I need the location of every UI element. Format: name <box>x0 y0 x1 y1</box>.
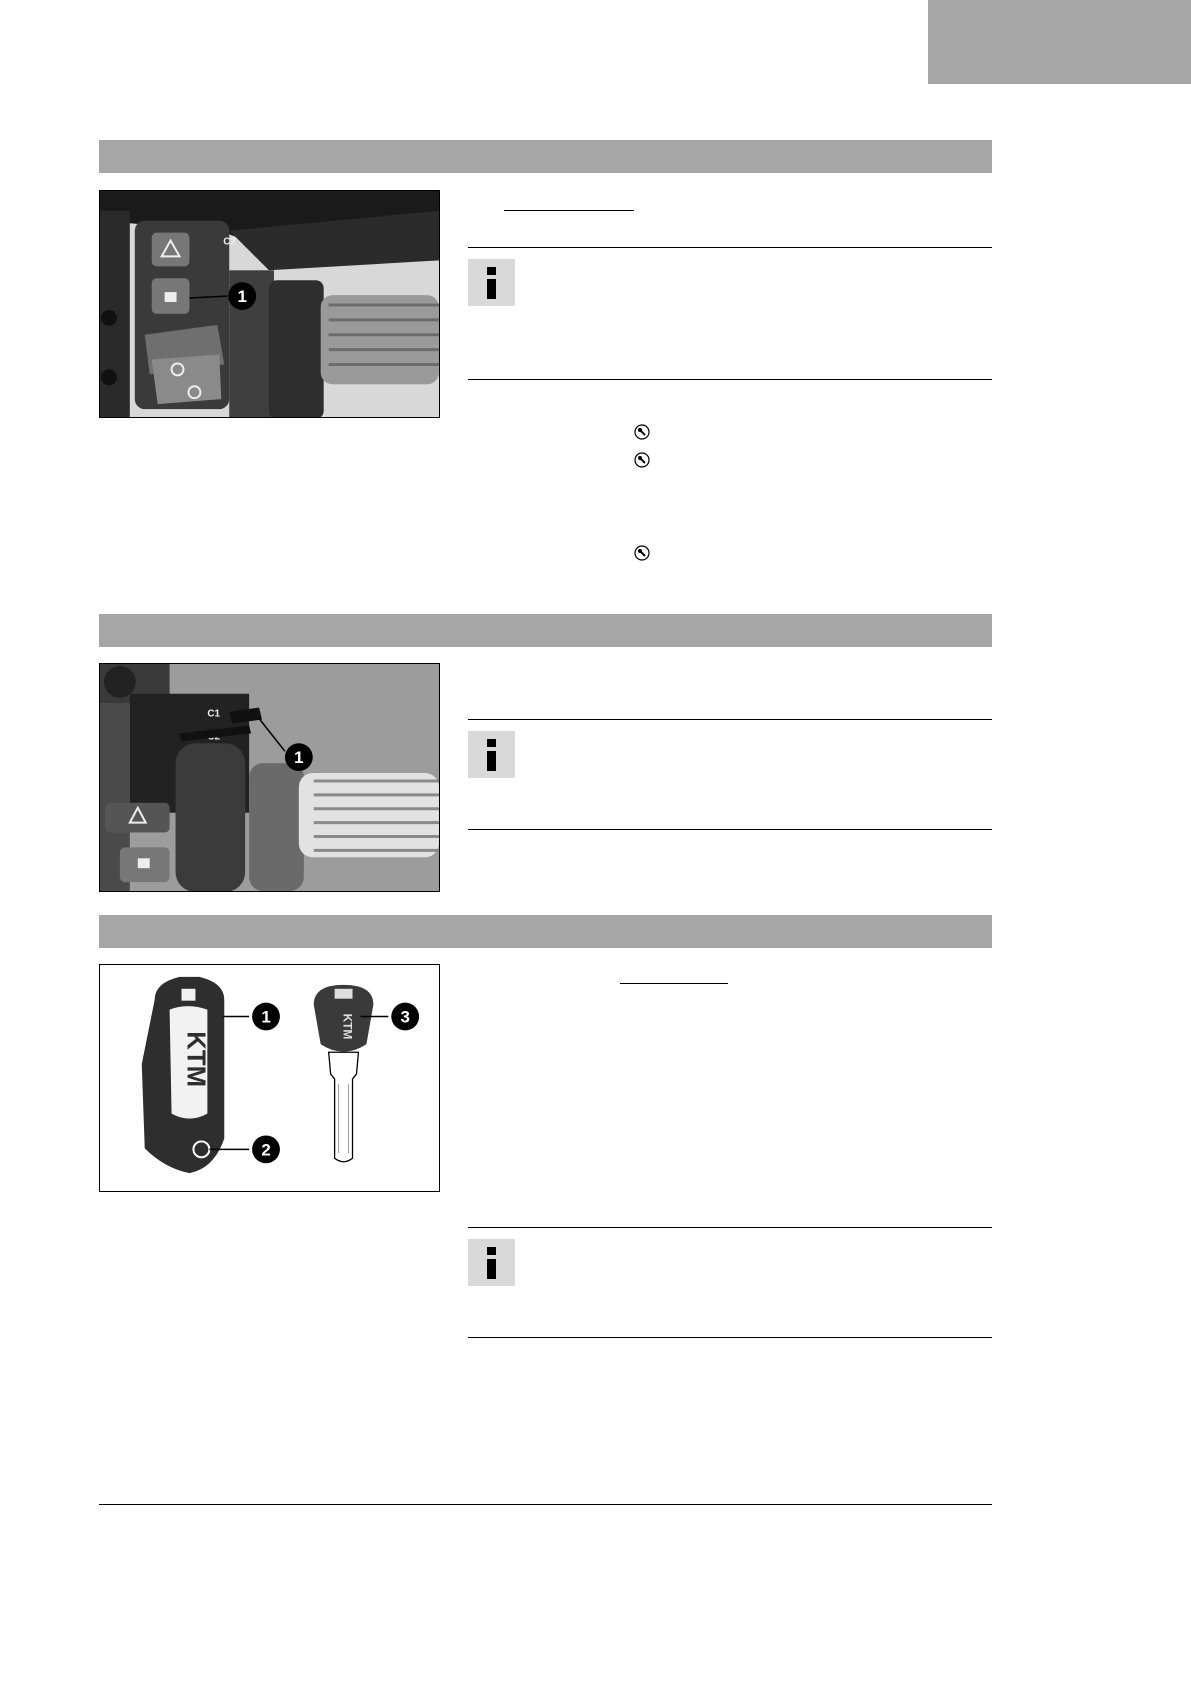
section-header-3 <box>99 915 992 948</box>
wrench-icon <box>634 424 650 440</box>
info-icon <box>468 731 515 778</box>
wrench-icon <box>634 545 650 561</box>
svg-text:KTM: KTM <box>340 1013 355 1040</box>
switch-label-c2: C2 <box>223 236 236 248</box>
note-bottom-rule-2 <box>468 829 992 830</box>
note-bottom-rule-1 <box>468 379 992 380</box>
footer-rule <box>99 1504 992 1505</box>
note-bottom-rule-3 <box>468 1337 992 1338</box>
photo-switch-illustration <box>100 191 439 417</box>
photo-lever-illustration <box>100 664 439 891</box>
info-icon <box>468 259 515 306</box>
photo-clutch-lever <box>99 663 440 892</box>
photo-switch-lock-button <box>99 190 440 418</box>
callout-3: 3 <box>400 1007 410 1027</box>
note-top-rule-1 <box>468 247 992 248</box>
lever-label-c1: C1 <box>207 708 221 720</box>
wrench-icon <box>634 452 650 468</box>
svg-text:KTM: KTM <box>181 1031 210 1088</box>
callout-1: 1 <box>261 1007 271 1027</box>
cross-reference-link[interactable] <box>504 210 634 211</box>
info-icon <box>468 1239 515 1286</box>
note-top-rule-3 <box>468 1227 992 1228</box>
note-top-rule-2 <box>468 719 992 720</box>
cross-reference-link[interactable] <box>620 983 728 984</box>
photo-keys-illustration <box>100 965 439 1191</box>
callout-1: 1 <box>294 748 304 768</box>
section-header-1 <box>99 140 992 173</box>
photo-keys <box>99 964 440 1192</box>
chapter-tab <box>928 0 1191 84</box>
callout-1: 1 <box>237 287 247 307</box>
callout-2: 2 <box>261 1140 271 1160</box>
section-header-2 <box>99 614 992 647</box>
